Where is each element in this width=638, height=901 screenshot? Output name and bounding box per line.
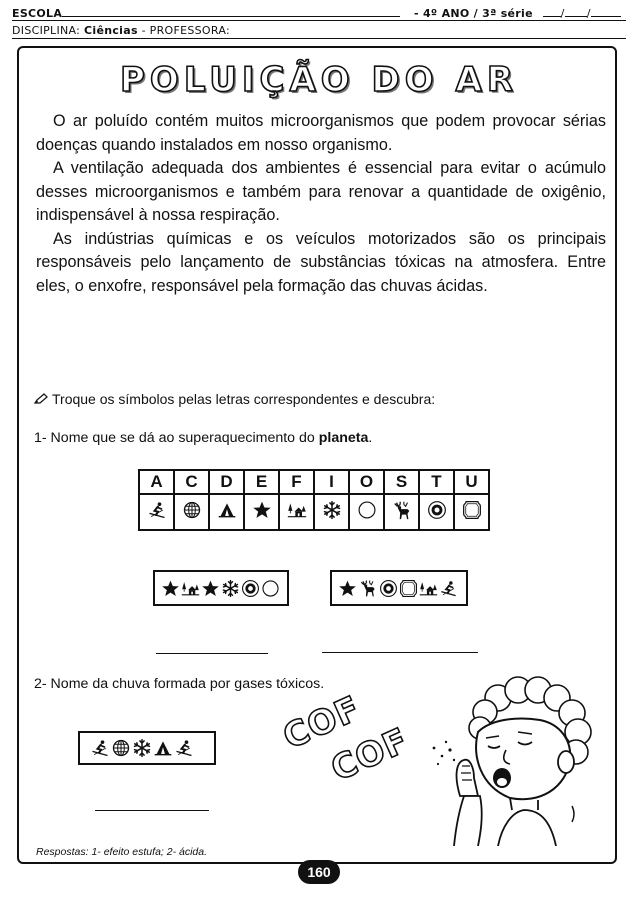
school-name-blank[interactable] xyxy=(62,7,400,17)
question-1 xyxy=(34,430,372,446)
shield-icon xyxy=(462,500,482,520)
star-icon xyxy=(338,579,357,598)
tent-icon xyxy=(217,500,237,520)
paragraph-3: As indústrias químicas e os veículos motorizados são os principais responsáveis pelo lançamento de substâncias tóxicas na atmosfera. Entre eles, o enxofre, responsável pela formação das chuvas ácidas. xyxy=(36,229,606,295)
answer-line-1b[interactable] xyxy=(322,652,478,653)
code-letter-d: D xyxy=(209,470,244,494)
date-sep-2: / xyxy=(586,7,591,20)
grade-label: - 4º ANO / 3ª série xyxy=(413,7,533,20)
answer-line-2[interactable] xyxy=(95,810,209,811)
house-trees-icon xyxy=(419,579,438,598)
discipline-value: Ciências xyxy=(84,24,138,37)
page-number: 160 xyxy=(298,860,340,884)
code-letter-i: I xyxy=(314,470,349,494)
skier-icon xyxy=(174,738,194,758)
code-letter-e: E xyxy=(244,470,279,494)
pencil-icon xyxy=(34,393,48,405)
puzzle-2-word xyxy=(78,731,216,765)
question-1-suffix: . xyxy=(368,430,373,446)
question-1-text: 1- Nome que se dá ao superaquecimento do xyxy=(34,430,319,446)
star-icon xyxy=(161,579,180,598)
code-letter-f: F xyxy=(279,470,314,494)
globe-icon xyxy=(111,738,131,758)
circle-icon xyxy=(261,579,280,598)
school-label: ESCOLA xyxy=(12,7,63,20)
globe-icon xyxy=(182,500,202,520)
coughing-boy-illustration xyxy=(420,676,600,846)
skier-icon xyxy=(439,579,458,598)
code-letter-s: S xyxy=(384,470,419,494)
paragraph-1: O ar poluído contém muitos microorganismos que podem provocar sérias doenças quando instalados em nosso organismo. xyxy=(36,112,606,154)
house-trees-icon xyxy=(287,500,307,520)
answer-key: Respostas: 1- efeito estufa; 2- ácida. xyxy=(36,846,208,858)
snowflake-icon xyxy=(132,738,152,758)
date-year-blank[interactable] xyxy=(591,7,621,17)
skier-icon xyxy=(90,738,110,758)
house-trees-icon xyxy=(181,579,200,598)
target-icon xyxy=(379,579,398,598)
star-icon xyxy=(201,579,220,598)
code-letter-a: A xyxy=(139,470,174,494)
header-line-2 xyxy=(12,24,230,37)
snowflake-icon xyxy=(322,500,342,520)
code-letter-o: O xyxy=(349,470,384,494)
paragraph-2: A ventilação adequada dos ambientes é essencial para evitar o acúmulo desses microorganismos e também para renovar a quantidade de oxigênio, indispensável à nossa respiração. xyxy=(36,159,606,224)
discipline-label: DISCIPLINA: xyxy=(12,24,81,37)
instruction-text: Troque os símbolos pelas letras correspondentes e descubra: xyxy=(52,391,436,407)
code-letter-u: U xyxy=(454,470,489,494)
code-letter-t: T xyxy=(419,470,454,494)
question-2: 2- Nome da chuva formada por gases tóxicos. xyxy=(34,676,325,692)
target-icon xyxy=(427,500,447,520)
puzzle-1-word-1 xyxy=(153,570,289,606)
answer-line-1a[interactable] xyxy=(156,653,268,654)
header-line-1 xyxy=(12,7,621,20)
header-divider-1 xyxy=(12,20,626,21)
date-sep-1: / xyxy=(560,7,565,20)
date-month-blank[interactable] xyxy=(565,7,587,17)
target-icon xyxy=(241,579,260,598)
snowflake-icon xyxy=(221,579,240,598)
teacher-label: - PROFESSORA: xyxy=(141,24,231,37)
puzzle-1-word-2 xyxy=(330,570,468,606)
circle-icon xyxy=(357,500,377,520)
worksheet-title: POLUIÇÃO DO AR xyxy=(120,60,518,100)
code-letter-c: C xyxy=(174,470,209,494)
tent-icon xyxy=(153,738,173,758)
deer-icon xyxy=(358,578,378,598)
shield-icon xyxy=(399,579,418,598)
cof-text-2: COF xyxy=(325,720,415,790)
instruction xyxy=(34,391,435,407)
date-day-blank[interactable] xyxy=(543,7,561,17)
code-table xyxy=(138,469,490,531)
deer-icon xyxy=(391,499,413,521)
cof-text-1: COF xyxy=(277,688,367,758)
question-1-bold: planeta xyxy=(318,430,369,446)
header-divider-2 xyxy=(12,38,626,39)
skier-icon xyxy=(147,500,167,520)
star-icon xyxy=(252,500,272,520)
reading-text xyxy=(36,110,606,298)
